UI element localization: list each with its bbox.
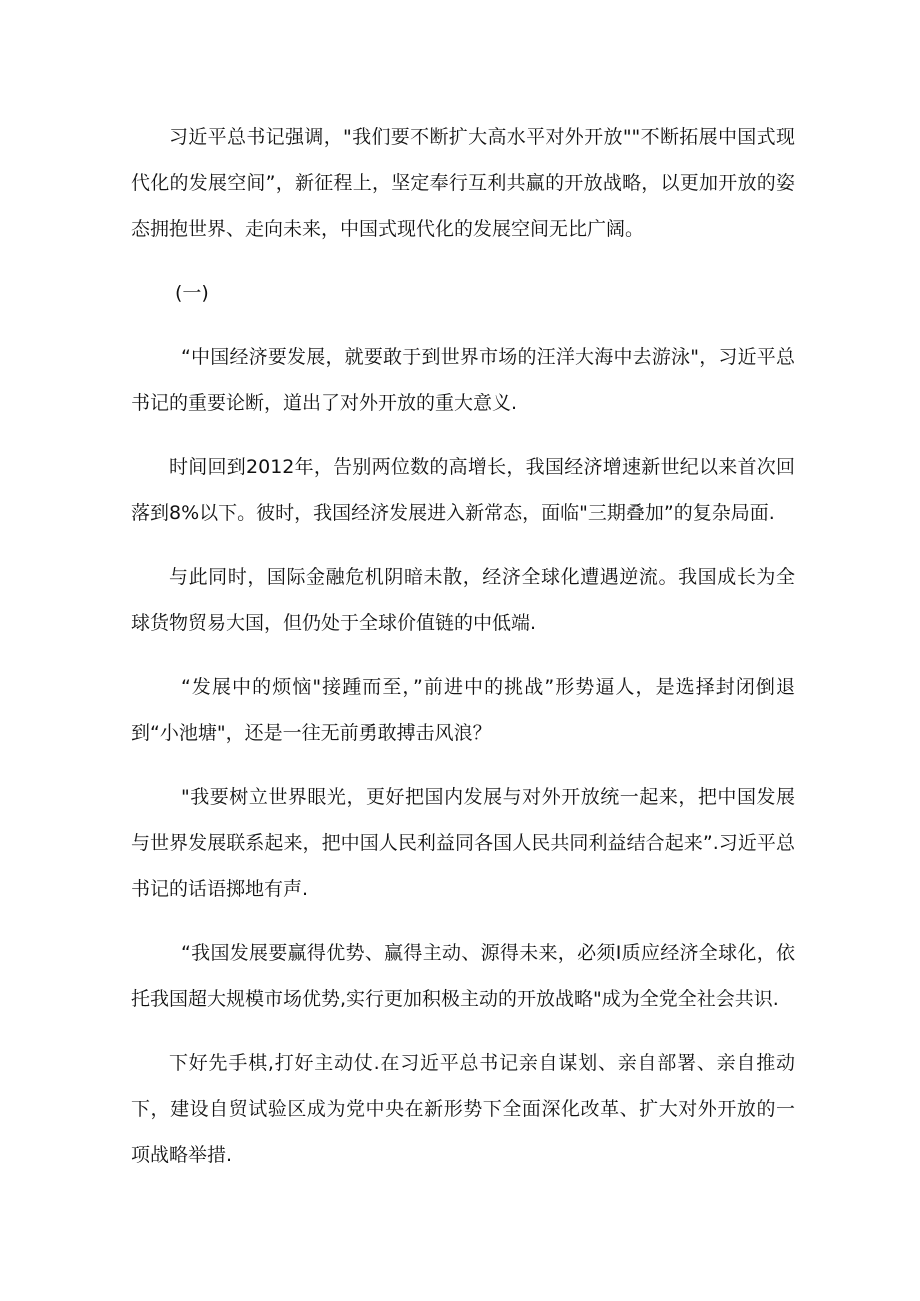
section-heading: (一) (175, 282, 209, 304)
paragraph-free-trade-zone: 下好先手棋,打好主动仗.在习近平总书记亲自谋划、亲自部署、亲自推动下，建设自贸试验区成为党中央在新形势下全面深化改革、扩大对外开放的一项战略举措. (131, 1052, 795, 1166)
paragraph-consensus: “我国发展要赢得优势、赢得主动、源得未来，必须I质应经济全球化，依托我国超大规模市场优势,实行更加积极主动的开放战略"成为全党全社会共识. (131, 942, 795, 1010)
paragraph-quote-economy: “中国经济要发展，就要敢于到世界市场的汪洋大海中去游泳"，习近平总书记的重要论断，道出了对外开放的重大意义. (131, 346, 795, 414)
paragraph-intro: 习近平总书记强调，"我们要不断扩大高水平对外开放""不断拓展中国式现代化的发展空间”，新征程上，坚定奉行互利共赢的开放战略，以更加开放的姿态拥抱世界、走向未来，中国式现代化的发展空间无比广阔。 (131, 126, 795, 240)
article-body (131, 114, 795, 1196)
paragraph-global-crisis: 与此同时，国际金融危机阴暗未散，经济全球化遭遇逆流。我国成长为全球货物贸易大国，但仍处于全球价值链的中低端. (131, 566, 795, 634)
paragraph-2012: 时间回到2012年，告别两位数的高增长，我国经济增速新世纪以来首次回落到8%以下。彼时，我国经济发展进入新常态，面临"三期叠加”的复杂局面. (131, 456, 795, 524)
paragraph-challenges: “发展中的烦恼"接踵而至，”前进中的挑战”形势逼人，是选择封闭倒退到“小池塘"，还是一往无前勇敢搏击风浪？ (131, 676, 795, 744)
paragraph-world-vision: "我要树立世界眼光，更好把国内发展与对外开放统一起来，把中国发展与世界发展联系起来，把中国人民利益同各国人民共同利益结合起来”.习近平总书记的话语掷地有声. (131, 786, 795, 900)
